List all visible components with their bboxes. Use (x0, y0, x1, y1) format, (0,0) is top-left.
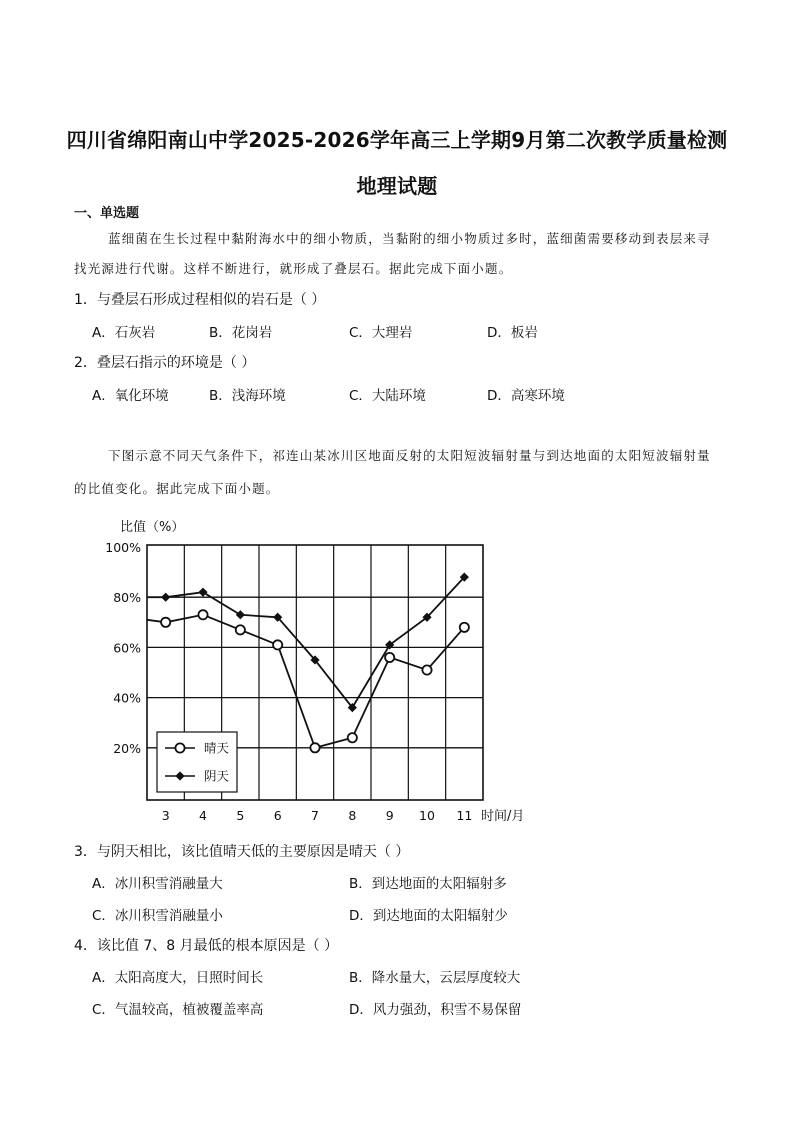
data-point-sunny (460, 623, 469, 632)
question-3-option-b[interactable]: B．到达地面的太阳辐射多 (349, 876, 507, 892)
question-3-stem: 3．与阴天相比，该比值晴天低的主要原因是晴天（ ） (74, 844, 410, 860)
question-3-option-c[interactable]: C．冰川积雪消融量小 (92, 908, 223, 924)
data-point-sunny (198, 610, 207, 619)
question-4-option-c[interactable]: C．气温较高，植被覆盖率高 (92, 1002, 264, 1018)
data-point-sunny (236, 625, 245, 634)
page-title-line1: 四川省绵阳南山中学2025-2026学年高三上学期9月第二次教学质量检测 (66, 128, 728, 152)
legend-marker-sunny (175, 743, 184, 752)
chart-legend (157, 732, 237, 792)
question-2-option-b[interactable]: B．浅海环境 (209, 388, 286, 404)
data-point-sunny (273, 640, 282, 649)
question-4-stem: 4．该比值 7、8 月最低的根本原因是（ ） (74, 938, 339, 954)
question-4-option-b[interactable]: B．降水量大，云层厚度较大 (349, 970, 521, 986)
section-heading: 一、单选题 (74, 206, 140, 221)
data-point-sunny (385, 653, 394, 662)
question-1-option-b[interactable]: B．花岗岩 (209, 325, 273, 341)
passage-2-line-2: 的比值变化。据此完成下面小题。 (74, 481, 280, 496)
data-point-cloudy (198, 588, 207, 597)
question-3-option-a[interactable]: A．冰川积雪消融量大 (92, 876, 223, 892)
question-1-option-c[interactable]: C．大理岩 (349, 325, 413, 341)
y-tick-labels (105, 540, 141, 756)
data-point-sunny (348, 733, 357, 742)
x-tick-label: 6 (273, 808, 282, 823)
legend-label: 阴天 (204, 768, 230, 784)
data-point-sunny (422, 665, 431, 674)
question-2-option-c[interactable]: C．大陆环境 (349, 388, 426, 404)
question-1-stem: 1．与叠层石形成过程相似的岩石是（ ） (74, 292, 326, 308)
data-point-cloudy (161, 593, 170, 602)
question-2-stem: 2．叠层石指示的环境是（ ） (74, 355, 256, 371)
y-axis-label: 比值（%） (120, 520, 185, 535)
passage-1-line-2: 找光源进行代谢。这样不断进行，就形成了叠层石。据此完成下面小题。 (74, 261, 513, 276)
question-1-option-a[interactable]: A．石灰岩 (92, 325, 156, 341)
question-1-option-d[interactable]: D．板岩 (487, 325, 538, 341)
series-lines (147, 573, 469, 753)
x-tick-labels (162, 808, 473, 823)
question-2-option-a[interactable]: A．氧化环境 (92, 388, 169, 404)
series-line-sunny (147, 615, 464, 748)
x-tick-label: 3 (161, 808, 170, 823)
x-tick-label: 10 (419, 808, 435, 823)
page-title-line2: 地理试题 (356, 174, 438, 198)
x-tick-label: 11 (456, 808, 473, 823)
x-tick-label: 9 (385, 808, 394, 823)
question-4-option-d[interactable]: D．风力强劲，积雪不易保留 (349, 1002, 522, 1018)
y-tick-label: 40% (113, 690, 141, 706)
y-tick-label: 100% (105, 540, 141, 555)
x-axis-label: 时间/月 (481, 809, 525, 824)
y-tick-label: 80% (113, 590, 141, 606)
albedo-ratio-chart (100, 508, 550, 828)
x-tick-label: 4 (199, 808, 207, 823)
question-3-option-d[interactable]: D．到达地面的太阳辐射少 (349, 908, 508, 924)
legend-label: 晴天 (204, 740, 230, 756)
data-point-sunny (161, 618, 170, 627)
x-tick-label: 7 (311, 808, 319, 823)
question-2-option-d[interactable]: D．高寒环境 (487, 388, 565, 404)
data-point-sunny (310, 743, 319, 752)
x-tick-label: 8 (348, 808, 357, 823)
data-point-cloudy (236, 610, 245, 619)
passage-1-line-1: 蓝细菌在生长过程中黏附海水中的细小物质，当黏附的细小物质过多时，蓝细菌需要移动到表层来寻 (108, 231, 711, 246)
y-tick-label: 60% (113, 640, 141, 656)
question-4-option-a[interactable]: A．太阳高度大，日照时间长 (92, 970, 264, 986)
y-tick-label: 20% (113, 740, 141, 756)
passage-2-line-1: 下图示意不同天气条件下，祁连山某冰川区地面反射的太阳短波辐射量与到达地面的太阳短波辐射量 (108, 448, 711, 463)
x-tick-label: 5 (236, 808, 245, 823)
